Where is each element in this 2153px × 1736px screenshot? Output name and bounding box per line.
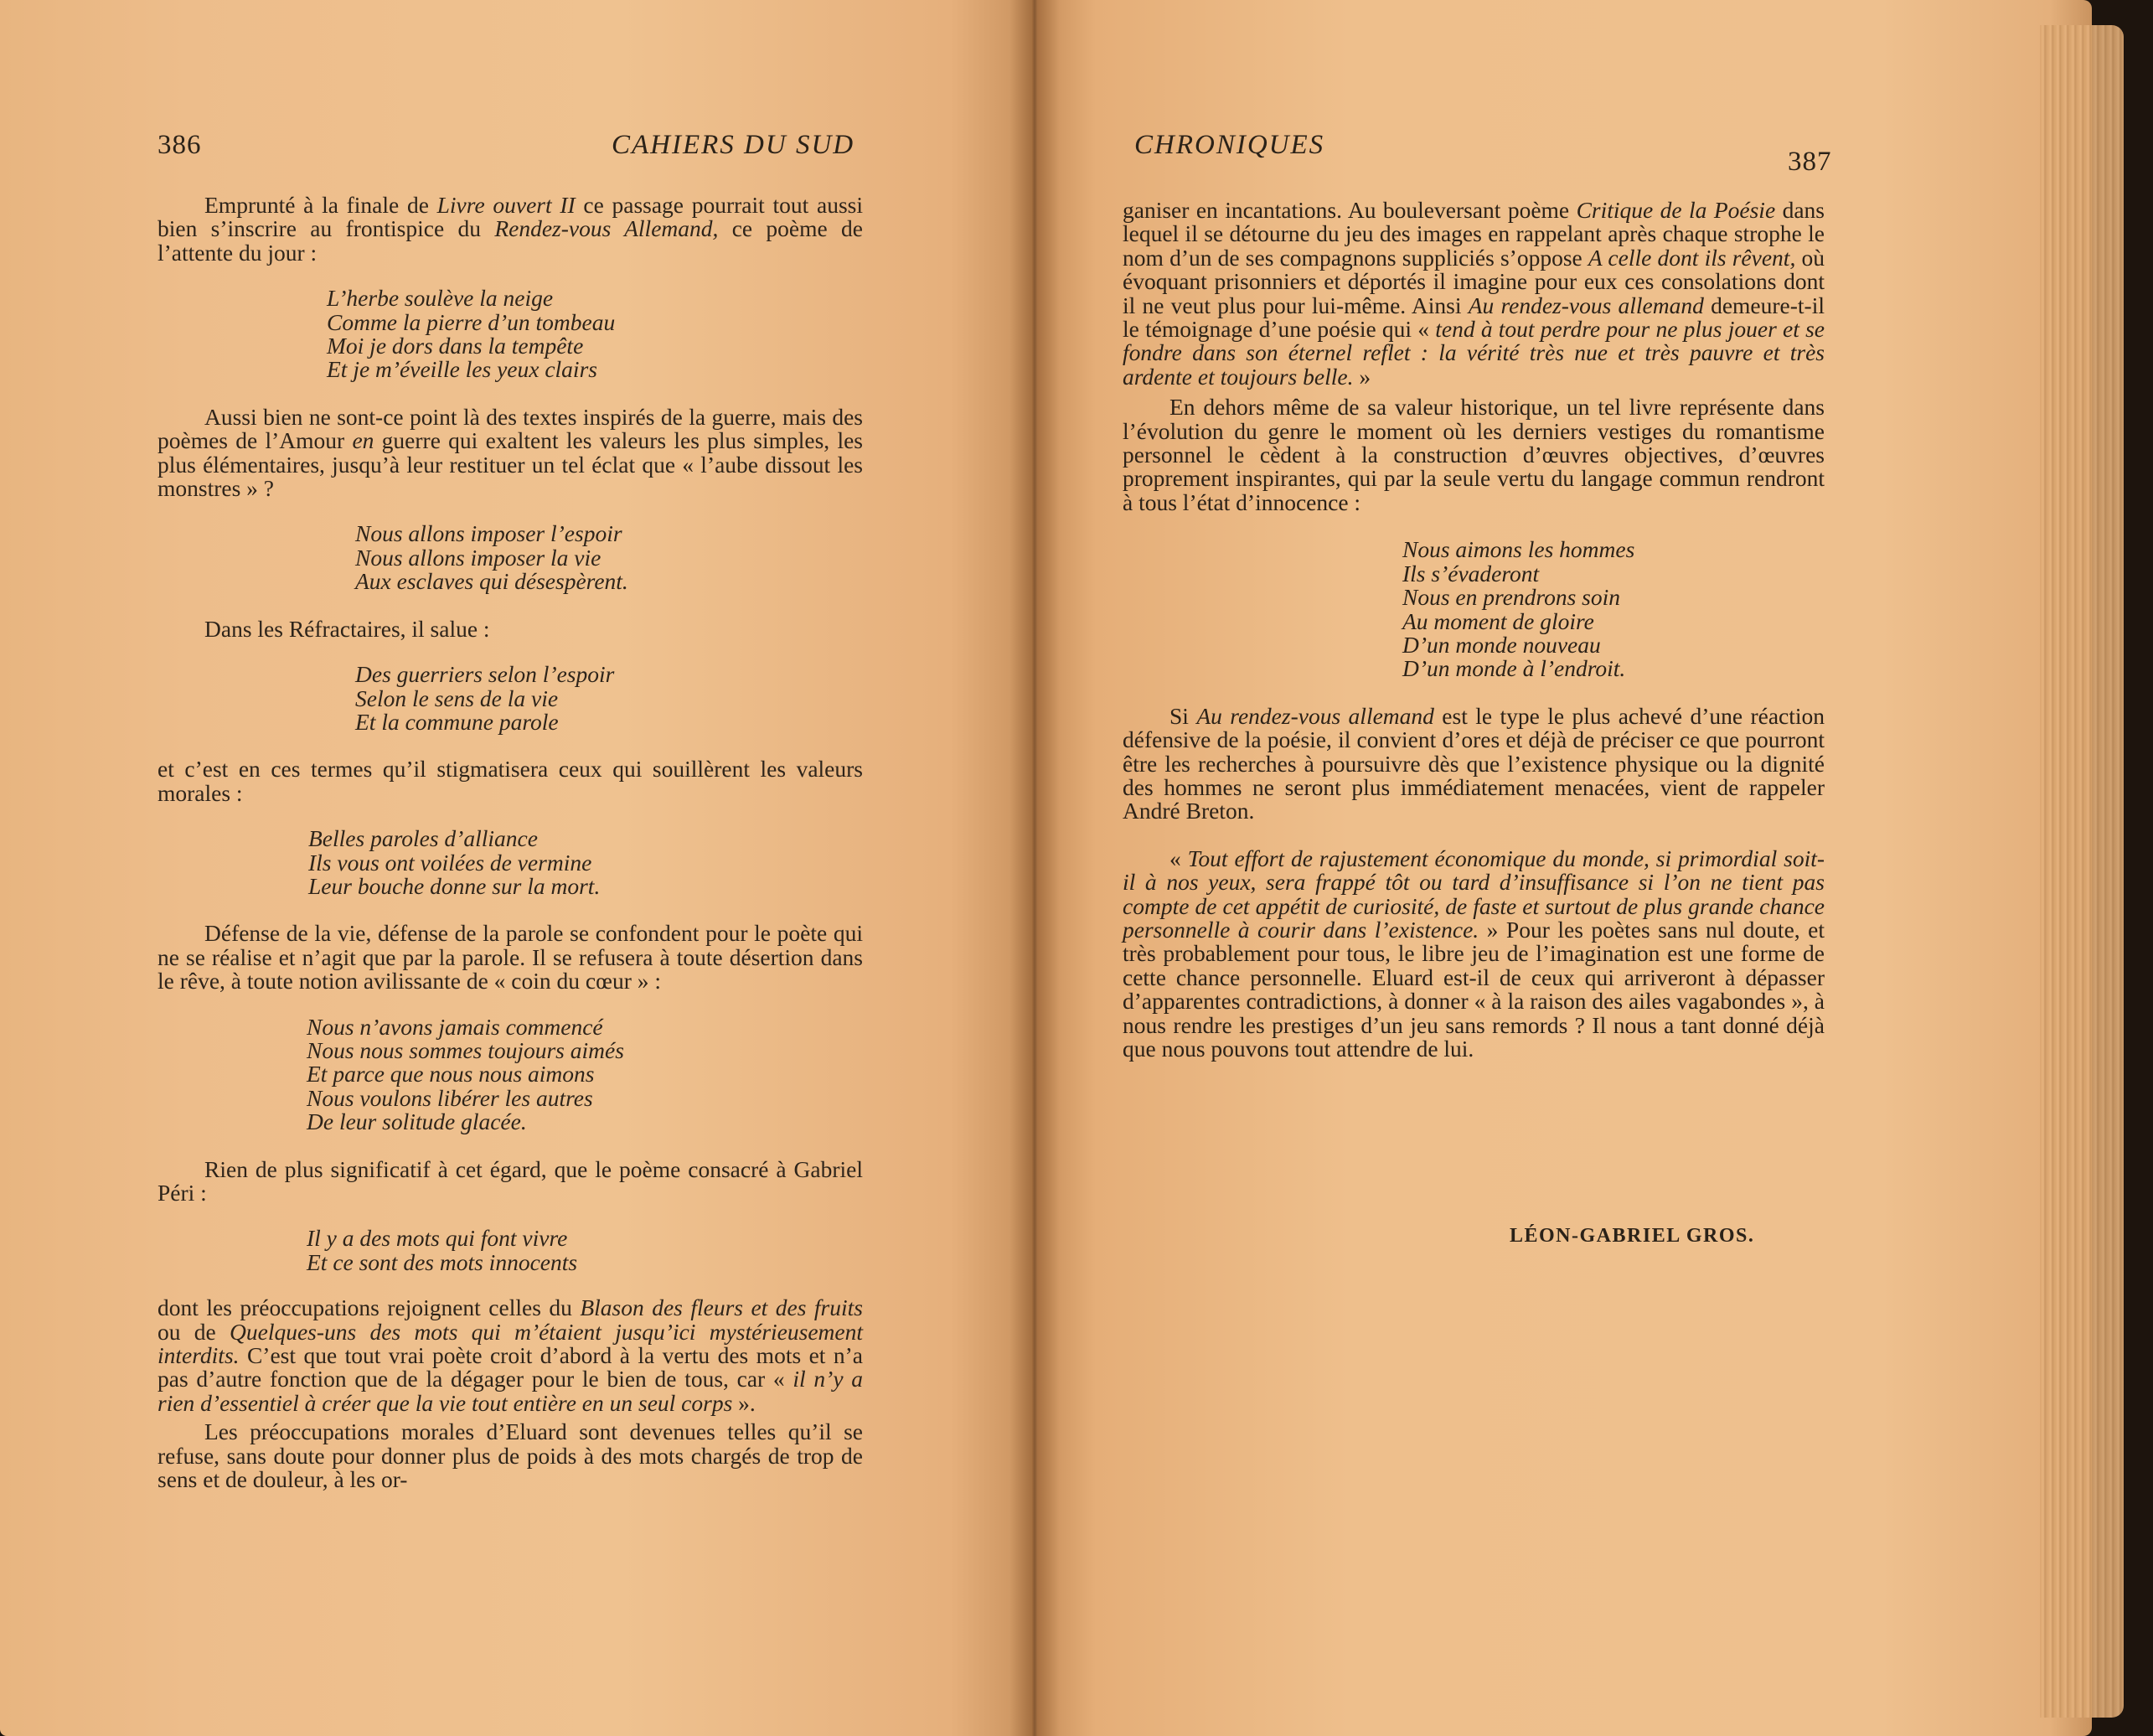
quotation: tend à tout perdre pour ne plus jouer et se fondre dans son éternel reflet : la vérité très nue et très pauvre et très ardente et toujours belle. bbox=[1123, 316, 1825, 390]
verse-line: Des guerriers selon l’espoir bbox=[355, 661, 615, 688]
left-page-number: 386 bbox=[157, 130, 202, 160]
verse-line: Leur bouche donne sur la mort. bbox=[308, 872, 601, 899]
text: est le type le plus achevé d’une réaction défensive de la poésie, il convient d’ores et déjà de préciser ce que pourront être les recherches à poursuivre dès que l’existence physique ou la dignité des hommes ne seront plus immédiatement menacées, vient de rappeler André Breton. bbox=[1123, 702, 1825, 824]
text: guerre qui exaltent les valeurs les plus simples, les plus élémentaires, jusqu’à leur restituer un tel éclat que « l’aube dissout les monstres » ? bbox=[157, 427, 863, 502]
text: demeure-t-il le témoignage d’une poésie qui « bbox=[1123, 292, 1825, 343]
paragraph bbox=[1123, 702, 1825, 824]
text: ou de bbox=[157, 1318, 230, 1345]
text: dans lequel il se détourne du jeu des images en rappelant après chaque strophe le nom d’un de ses compagnons suppliciés s’oppose bbox=[1123, 197, 1825, 271]
verse-line: Selon le sens de la vie bbox=[355, 685, 559, 711]
verse-line: Et la commune parole bbox=[355, 708, 559, 735]
verse-line: Nous allons imposer la vie bbox=[355, 544, 601, 571]
verse-line: Nous allons imposer l’espoir bbox=[355, 520, 622, 547]
paragraph bbox=[157, 1296, 863, 1415]
book-title: Au rendez-vous allemand bbox=[1196, 702, 1434, 729]
book-title: Quelques-uns des mots qui m’étaient jusqu’ici mystérieusement interdits. bbox=[157, 1318, 863, 1369]
verse-line: De leur solitude glacée. bbox=[307, 1108, 527, 1135]
paragraph: En dehors même de sa valeur historique, un tel livre représente dans l’évolution du genre le moment où les derniers vestiges du romantisme personnel le cèdent à la construction d’œuvres objectives, d’œuvres proprement inspirantes, qui par la seule vertu du langage commun rendront à tous l’état d’innocence : bbox=[1123, 394, 1825, 515]
paragraph: Dans les Réfractaires, il salue : bbox=[204, 615, 490, 642]
book-gutter bbox=[1009, 0, 1060, 1736]
book-title: Blason des fleurs et des fruits bbox=[580, 1294, 863, 1321]
verse-line: Comme la pierre d’un tombeau bbox=[327, 308, 616, 335]
text: Emprunté à la finale de bbox=[204, 192, 437, 218]
verse-line: Nous aimons les hommes bbox=[1402, 536, 1635, 563]
paragraph: Défense de la vie, défense de la parole se confondent pour le poète qui ne se réalise et n’agit que par la parole. Il se refusera à toute désertion dans le rêve, à toute notion avilissante de « coin du cœur » : bbox=[157, 920, 863, 995]
verse-quote bbox=[307, 1015, 863, 1134]
paragraph bbox=[1123, 199, 1825, 389]
verse-quote bbox=[1402, 538, 1825, 680]
text: où évoquant prisonniers et déportés il imagine pour eux ces consolations dont il ne veut plus pour lui-même. Ainsi bbox=[1123, 244, 1825, 318]
left-running-head: CAHIERS DU SUD bbox=[612, 130, 855, 160]
verse-line: Nous nous sommes toujours aimés bbox=[307, 1036, 624, 1063]
verse-line: Ils vous ont voilées de vermine bbox=[308, 849, 592, 876]
verse-quote bbox=[355, 522, 863, 593]
page-edge-stack bbox=[2040, 25, 2124, 1718]
paragraph bbox=[1123, 847, 1825, 1062]
left-page bbox=[0, 0, 1032, 1736]
text: » bbox=[1353, 363, 1371, 390]
text: ce poème de l’attente du jour : bbox=[157, 215, 864, 266]
text: Si bbox=[1169, 702, 1197, 729]
verse-line: L’herbe soulève la neige bbox=[327, 285, 554, 312]
verse-line: Et ce sont des mots innocents bbox=[307, 1248, 578, 1275]
paragraph: et c’est en ces termes qu’il stigmatisera ceux qui souillèrent les valeurs morales : bbox=[157, 756, 863, 806]
verse-line: Nous voulons libérer les autres bbox=[307, 1084, 593, 1111]
paragraph: Rien de plus significatif à cet égard, que le poème consacré à Gabriel Péri : bbox=[157, 1155, 863, 1206]
quotation: Tout effort de rajustement économique du monde, si primordial soit-il à nos yeux, sera frappé tôt ou tard d’insuffisance si l’on ne tient pas compte de cet appétit de curiosité, de faste et surtout de plus grande chance personnelle à courir dans l’existence. bbox=[1123, 845, 1825, 943]
verse-line: Aux esclaves qui désespèrent. bbox=[355, 568, 628, 595]
verse-line: Moi je dors dans la tempête bbox=[327, 333, 584, 359]
left-text-column bbox=[157, 194, 863, 1491]
emphasis: en bbox=[352, 427, 374, 454]
verse-line: Il y a des mots qui font vivre bbox=[307, 1225, 568, 1252]
text: » Pour les poètes sans nul doute, et très probablement pour tous, le libre jeu de l’imagination est une forme de cette chance personnelle. Eluard est-il de ceux qui arriveront à dépasser d’apparentes contradictions, à donner « à la raison des ailes vagabondes », à nous rendre les prestiges d’un jeu sans remords ? Il nous a tant donné déjà que nous pouvons tout attendre de lui. bbox=[1123, 916, 1825, 1062]
text: ganiser en incantations. Au bouleversant poème bbox=[1123, 197, 1577, 223]
verse-line: D’un monde nouveau bbox=[1402, 631, 1601, 658]
paragraph: Les préoccupations morales d’Eluard sont devenues telles qu’il se refuse, sans doute pour donner plus de poids à des mots chargés de trop de sens et de douleur, à les or- bbox=[157, 1418, 863, 1493]
paragraph bbox=[157, 194, 863, 265]
verse-line: Ils s’évaderont bbox=[1402, 560, 1540, 586]
right-text-column bbox=[1123, 199, 1825, 1061]
right-running-head: CHRONIQUES bbox=[1134, 130, 1325, 160]
verse-line: Au moment de gloire bbox=[1402, 607, 1594, 634]
book-title: Critique de la Poésie bbox=[1576, 197, 1776, 223]
verse-line: Belles paroles d’alliance bbox=[308, 825, 538, 852]
author-signature: LÉON-GABRIEL GROS. bbox=[1510, 1225, 1755, 1247]
right-page-number: 387 bbox=[1788, 147, 1832, 177]
verse-quote bbox=[327, 287, 863, 382]
book-title: Livre ouvert II bbox=[436, 192, 576, 218]
book-title: Au rendez-vous allemand bbox=[1468, 292, 1704, 318]
verse-quote bbox=[355, 663, 863, 734]
paragraph bbox=[157, 403, 863, 502]
text: C’est que tout vrai poète croit d’abord à la vertu des mots et n’a pas d’autre fonction que de la dégager pour le bien de tous, car « bbox=[157, 1342, 863, 1392]
verse-line: Nous en prendrons soin bbox=[1402, 584, 1620, 611]
quotation: il n’y a rien d’essentiel à créer que la vie tout entière en un seul corps bbox=[157, 1366, 863, 1416]
text: Aussi bien ne sont-ce point là des textes inspirés de la guerre, mais des poèmes de l’Amour bbox=[157, 403, 863, 454]
verse-quote bbox=[307, 1227, 863, 1274]
text: dont les préoccupations rejoignent celles du bbox=[157, 1294, 581, 1321]
text: ». bbox=[732, 1389, 756, 1416]
verse-quote bbox=[308, 827, 863, 898]
verse-line: D’un monde à l’endroit. bbox=[1402, 655, 1626, 682]
text: « bbox=[1169, 845, 1188, 871]
book-title: A celle dont ils rêvent, bbox=[1588, 244, 1796, 271]
verse-line: Nous n’avons jamais commencé bbox=[307, 1013, 603, 1040]
book-title: Rendez-vous Allemand, bbox=[494, 215, 719, 242]
right-page bbox=[1032, 0, 2092, 1736]
text: ce passage pourrait tout aussi bien s’inscrire au frontispice du bbox=[157, 192, 863, 242]
verse-line: Et parce que nous nous aimons bbox=[307, 1061, 595, 1088]
verse-line: Et je m’éveille les yeux clairs bbox=[327, 356, 597, 383]
